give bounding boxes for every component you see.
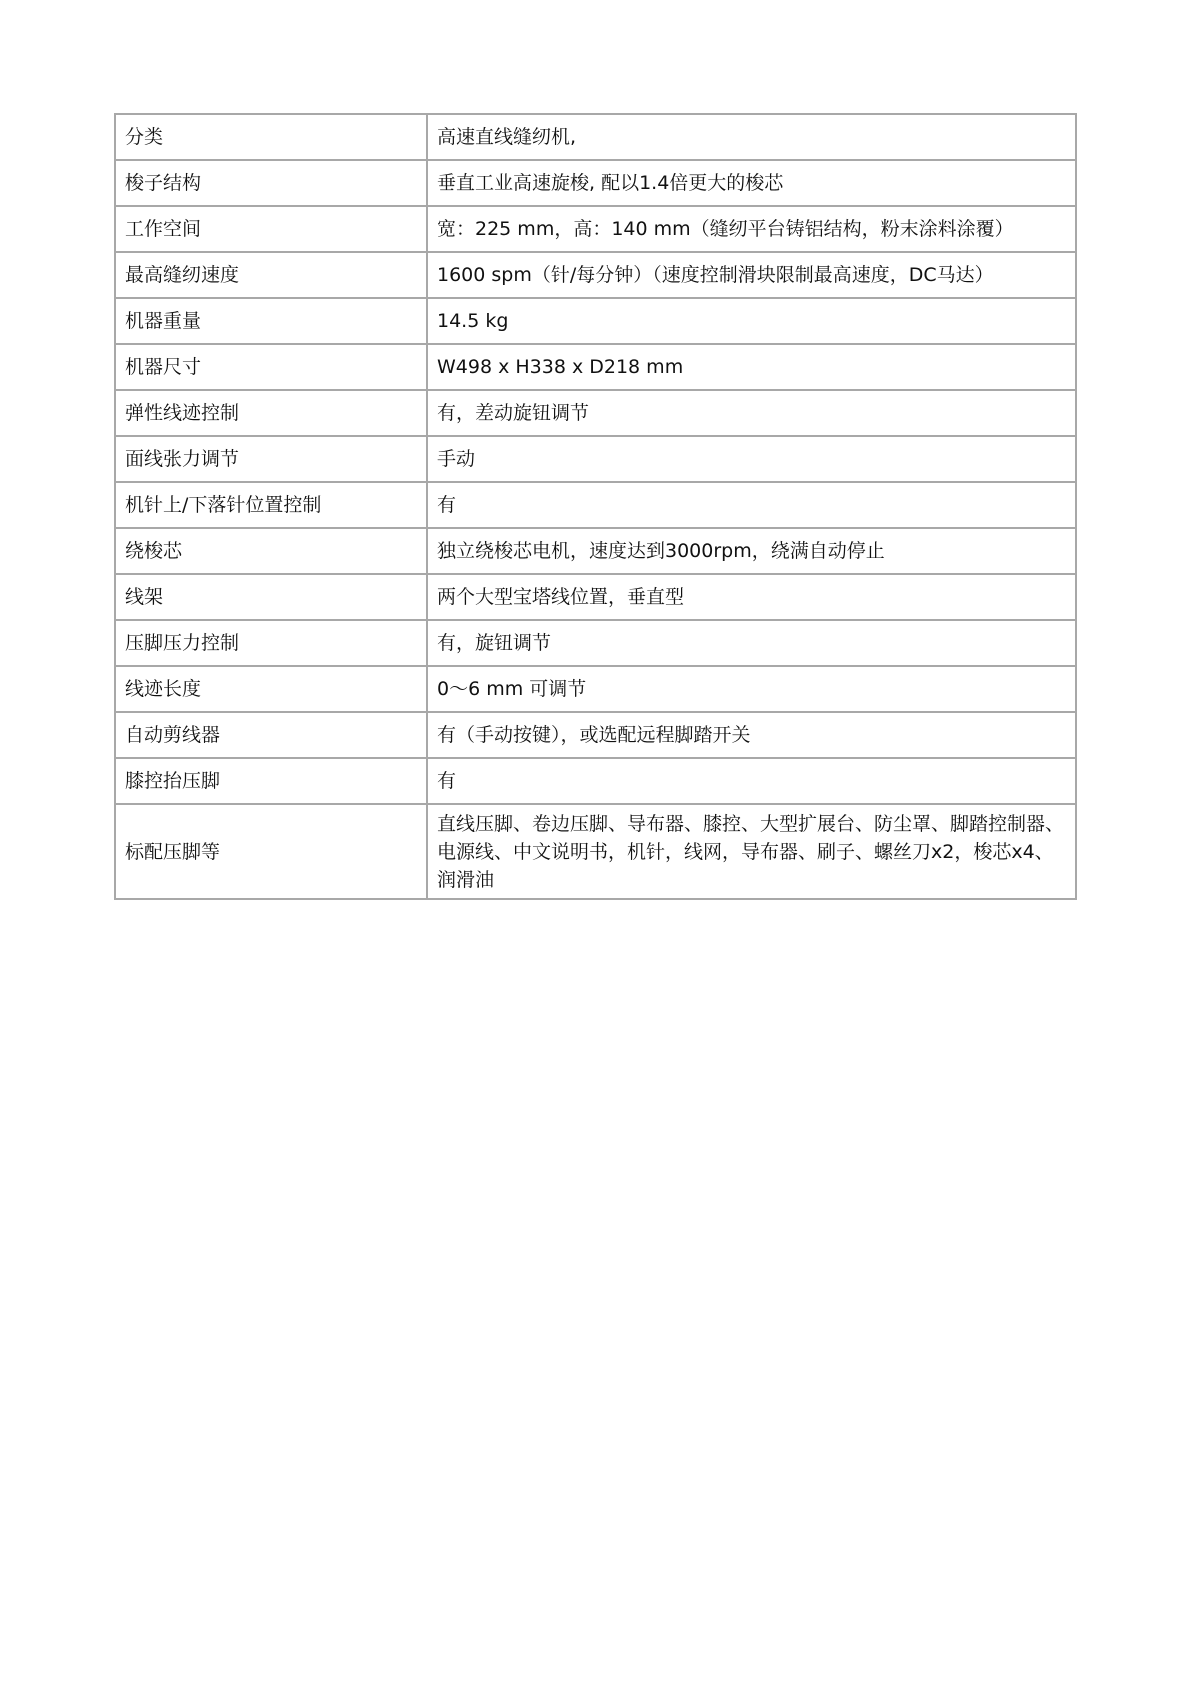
table-row — [115, 620, 1076, 666]
spec-label: 弹性线迹控制 — [115, 390, 427, 436]
spec-value: 两个大型宝塔线位置，垂直型 — [427, 574, 1076, 620]
table-row — [115, 436, 1076, 482]
spec-label: 机器重量 — [115, 298, 427, 344]
spec-label: 线架 — [115, 574, 427, 620]
spec-label: 分类 — [115, 114, 427, 160]
spec-value: 1600 spm（针/每分钟）（速度控制滑块限制最高速度，DC马达） — [427, 252, 1076, 298]
spec-value: 直线压脚、卷边压脚、导布器、膝控、大型扩展台、防尘罩、脚踏控制器、电源线、中文说明书，机针，线网，导布器、刷子、螺丝刀x2，梭芯x4、润滑油 — [427, 804, 1076, 899]
spec-value: 0～6 mm 可调节 — [427, 666, 1076, 712]
table-row — [115, 804, 1076, 899]
table-row — [115, 482, 1076, 528]
spec-label: 绕梭芯 — [115, 528, 427, 574]
table-row — [115, 666, 1076, 712]
spec-label: 标配压脚等 — [115, 804, 427, 899]
table-row — [115, 252, 1076, 298]
table-row — [115, 160, 1076, 206]
spec-label: 工作空间 — [115, 206, 427, 252]
spec-label: 机器尺寸 — [115, 344, 427, 390]
spec-value: 有，旋钮调节 — [427, 620, 1076, 666]
spec-label: 梭子结构 — [115, 160, 427, 206]
table-row — [115, 344, 1076, 390]
spec-label: 机针上/下落针位置控制 — [115, 482, 427, 528]
table-row — [115, 114, 1076, 160]
spec-value: 有，差动旋钮调节 — [427, 390, 1076, 436]
spec-value: 有 — [427, 482, 1076, 528]
spec-value: 高速直线缝纫机, — [427, 114, 1076, 160]
spec-label: 面线张力调节 — [115, 436, 427, 482]
spec-label: 线迹长度 — [115, 666, 427, 712]
spec-label: 压脚压力控制 — [115, 620, 427, 666]
spec-label: 自动剪线器 — [115, 712, 427, 758]
spec-table — [114, 113, 1077, 900]
spec-label: 最高缝纫速度 — [115, 252, 427, 298]
spec-value: 14.5 kg — [427, 298, 1076, 344]
spec-value: 有（手动按键），或选配远程脚踏开关 — [427, 712, 1076, 758]
table-row — [115, 206, 1076, 252]
table-row — [115, 298, 1076, 344]
table-row — [115, 758, 1076, 804]
spec-label: 膝控抬压脚 — [115, 758, 427, 804]
spec-value: 宽：225 mm，高：140 mm（缝纫平台铸铝结构，粉末涂料涂覆） — [427, 206, 1076, 252]
table-row — [115, 712, 1076, 758]
spec-value: W498 x H338 x D218 mm — [427, 344, 1076, 390]
spec-value: 手动 — [427, 436, 1076, 482]
table-row — [115, 528, 1076, 574]
spec-value: 有 — [427, 758, 1076, 804]
spec-value: 独立绕梭芯电机，速度达到3000rpm，绕满自动停止 — [427, 528, 1076, 574]
table-row — [115, 574, 1076, 620]
table-row — [115, 390, 1076, 436]
spec-value: 垂直工业高速旋梭, 配以1.4倍更大的梭芯 — [427, 160, 1076, 206]
